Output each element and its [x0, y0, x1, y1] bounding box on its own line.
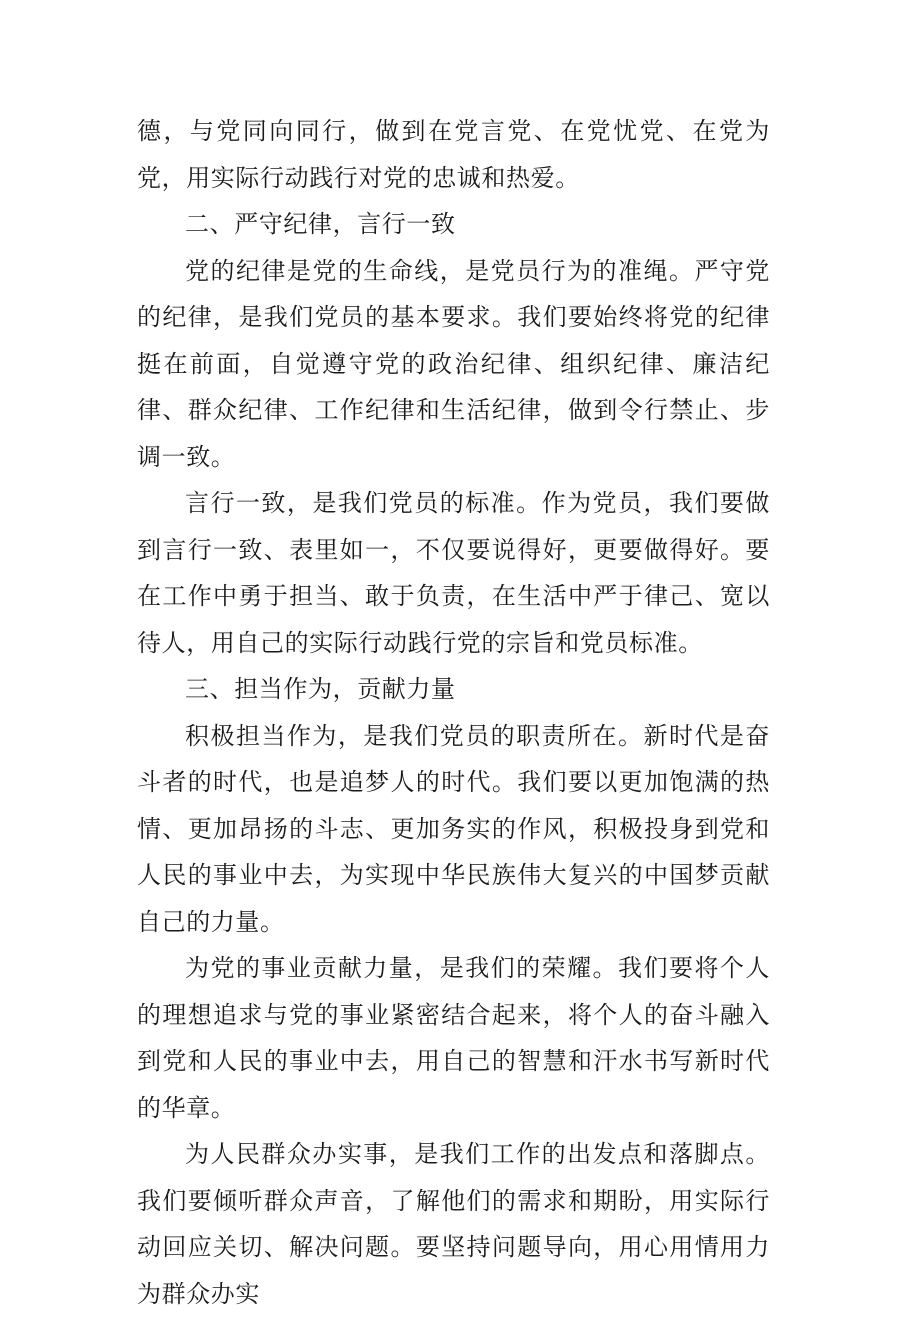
- section-heading-3: 三、担当作为，贡献力量: [185, 675, 456, 703]
- paragraph: 党的纪律是党的生命线，是党员行为的准绳。严守党的纪律，是我们党员的基本要求。我们要始终将党的纪律挺在前面，自觉遵守党的政治纪律、组织纪律、廉洁纪律、群众纪律、工作纪律和生活纪律，做到令行禁止、步调一致。: [137, 256, 770, 471]
- paragraph: 为党的事业贡献力量，是我们的荣耀。我们要将个人的理想追求与党的事业紧密结合起来，将个人的奋斗融入到党和人民的事业中去，用自己的智慧和汗水书写新时代的华章。: [137, 954, 770, 1122]
- paragraph: 积极担当作为，是我们党员的职责所在。新时代是奋斗者的时代，也是追梦人的时代。我们要以更加饱满的热情、更加昂扬的斗志、更加务实的作风，积极投身到党和人民的事业中去，为实现中华民族伟大复兴的中国梦贡献自己的力量。: [137, 721, 770, 936]
- paragraph: 为人民群众办实事，是我们工作的出发点和落脚点。我们要倾听群众声音，了解他们的需求和期盼，用实际行动回应关切、解决问题。要坚持问题导向，用心用情用力为群众办实: [137, 1140, 770, 1308]
- paragraph: 言行一致，是我们党员的标准。作为党员，我们要做到言行一致、表里如一，不仅要说得好，更要做得好。要在工作中勇于担当、敢于负责，在生活中严于律己、宽以待人，用自己的实际行动践行党的宗旨和党员标准。: [137, 489, 770, 657]
- section-heading-2: 二、严守纪律，言行一致: [185, 210, 456, 238]
- paragraph-continued: 德，与党同向同行，做到在党言党、在党忧党、在党为党，用实际行动践行对党的忠诚和热爱。: [137, 117, 770, 192]
- document-body: [137, 108, 770, 1317]
